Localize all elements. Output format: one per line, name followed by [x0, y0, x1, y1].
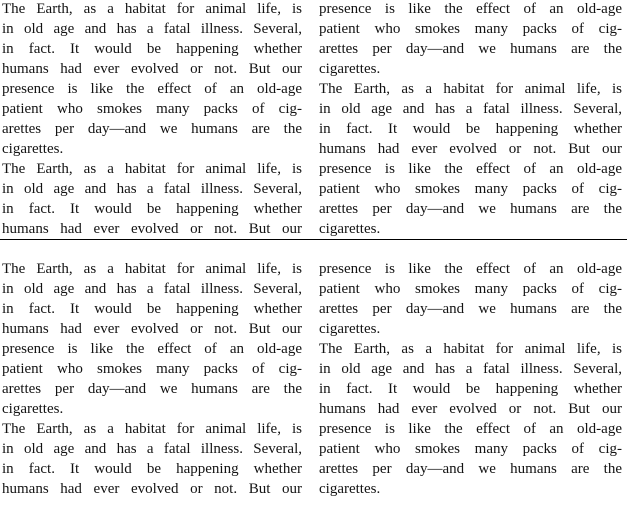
- text-line: The Earth, as a habitat for animal life, is: [319, 341, 622, 357]
- text-line: in fact. It would be happening whether: [2, 461, 302, 477]
- text-line: The Earth, as a habitat for animal life, is: [2, 261, 302, 277]
- text-line: in old age and has a fatal illness. Several,: [2, 21, 302, 37]
- text-line: patient who smokes many packs of cig-: [319, 181, 622, 197]
- text-line: in fact. It would be happening whether: [319, 121, 622, 137]
- bottom-right-column: [319, 259, 622, 499]
- text-line: presence is like the effect of an old-age: [319, 1, 622, 17]
- text-line: cigarettes.: [319, 221, 381, 237]
- text-line: cigarettes.: [2, 401, 64, 417]
- text-line: in old age and has a fatal illness. Several,: [2, 281, 302, 297]
- text-line: The Earth, as a habitat for animal life, is: [2, 1, 302, 17]
- top-right-column: [319, 0, 622, 239]
- text-line: in old age and has a fatal illness. Several,: [319, 101, 622, 117]
- text-line: in fact. It would be happening whether: [319, 381, 622, 397]
- text-line: in fact. It would be happening whether: [2, 41, 302, 57]
- text-line: The Earth, as a habitat for animal life, is: [2, 421, 302, 437]
- text-line: cigarettes.: [319, 481, 381, 497]
- text-line: patient who smokes many packs of cig-: [319, 281, 622, 297]
- text-line: cigarettes.: [319, 321, 381, 337]
- horizontal-rule: [0, 239, 627, 240]
- text-line: cigarettes.: [319, 61, 381, 77]
- text-line: in fact. It would be happening whether: [2, 201, 302, 217]
- text-line: patient who smokes many packs of cig-: [319, 21, 622, 37]
- text-line: arettes per day—and we humans are the: [2, 121, 302, 137]
- text-line: in old age and has a fatal illness. Several,: [319, 361, 622, 377]
- text-line: cigarettes.: [2, 141, 64, 157]
- text-line: in fact. It would be happening whether: [2, 301, 302, 317]
- text-line: presence is like the effect of an old-age: [2, 81, 302, 97]
- text-line: humans had ever evolved or not. But our: [2, 221, 302, 237]
- text-line: presence is like the effect of an old-age: [319, 421, 622, 437]
- text-line: arettes per day—and we humans are the: [319, 301, 622, 317]
- text-line: humans had ever evolved or not. But our: [2, 481, 302, 497]
- text-block-top: [2, 0, 622, 239]
- text-line: in old age and has a fatal illness. Several,: [2, 181, 302, 197]
- text-line: arettes per day—and we humans are the: [319, 201, 622, 217]
- text-block-bottom: [2, 259, 622, 499]
- text-line: patient who smokes many packs of cig-: [2, 361, 302, 377]
- text-line: patient who smokes many packs of cig-: [319, 441, 622, 457]
- bottom-left-column: [2, 259, 302, 499]
- text-line: arettes per day—and we humans are the: [319, 41, 622, 57]
- text-line: humans had ever evolved or not. But our: [319, 401, 622, 417]
- text-line: The Earth, as a habitat for animal life, is: [2, 161, 302, 177]
- text-line: in old age and has a fatal illness. Several,: [2, 441, 302, 457]
- text-line: arettes per day—and we humans are the: [2, 381, 302, 397]
- text-line: patient who smokes many packs of cig-: [2, 101, 302, 117]
- text-line: presence is like the effect of an old-age: [319, 261, 622, 277]
- text-line: humans had ever evolved or not. But our: [2, 321, 302, 337]
- text-line: humans had ever evolved or not. But our: [319, 141, 622, 157]
- text-line: presence is like the effect of an old-age: [2, 341, 302, 357]
- text-line: humans had ever evolved or not. But our: [2, 61, 302, 77]
- text-line: The Earth, as a habitat for animal life, is: [319, 81, 622, 97]
- text-line: arettes per day—and we humans are the: [319, 461, 622, 477]
- text-line: presence is like the effect of an old-age: [319, 161, 622, 177]
- top-left-column: [2, 0, 302, 239]
